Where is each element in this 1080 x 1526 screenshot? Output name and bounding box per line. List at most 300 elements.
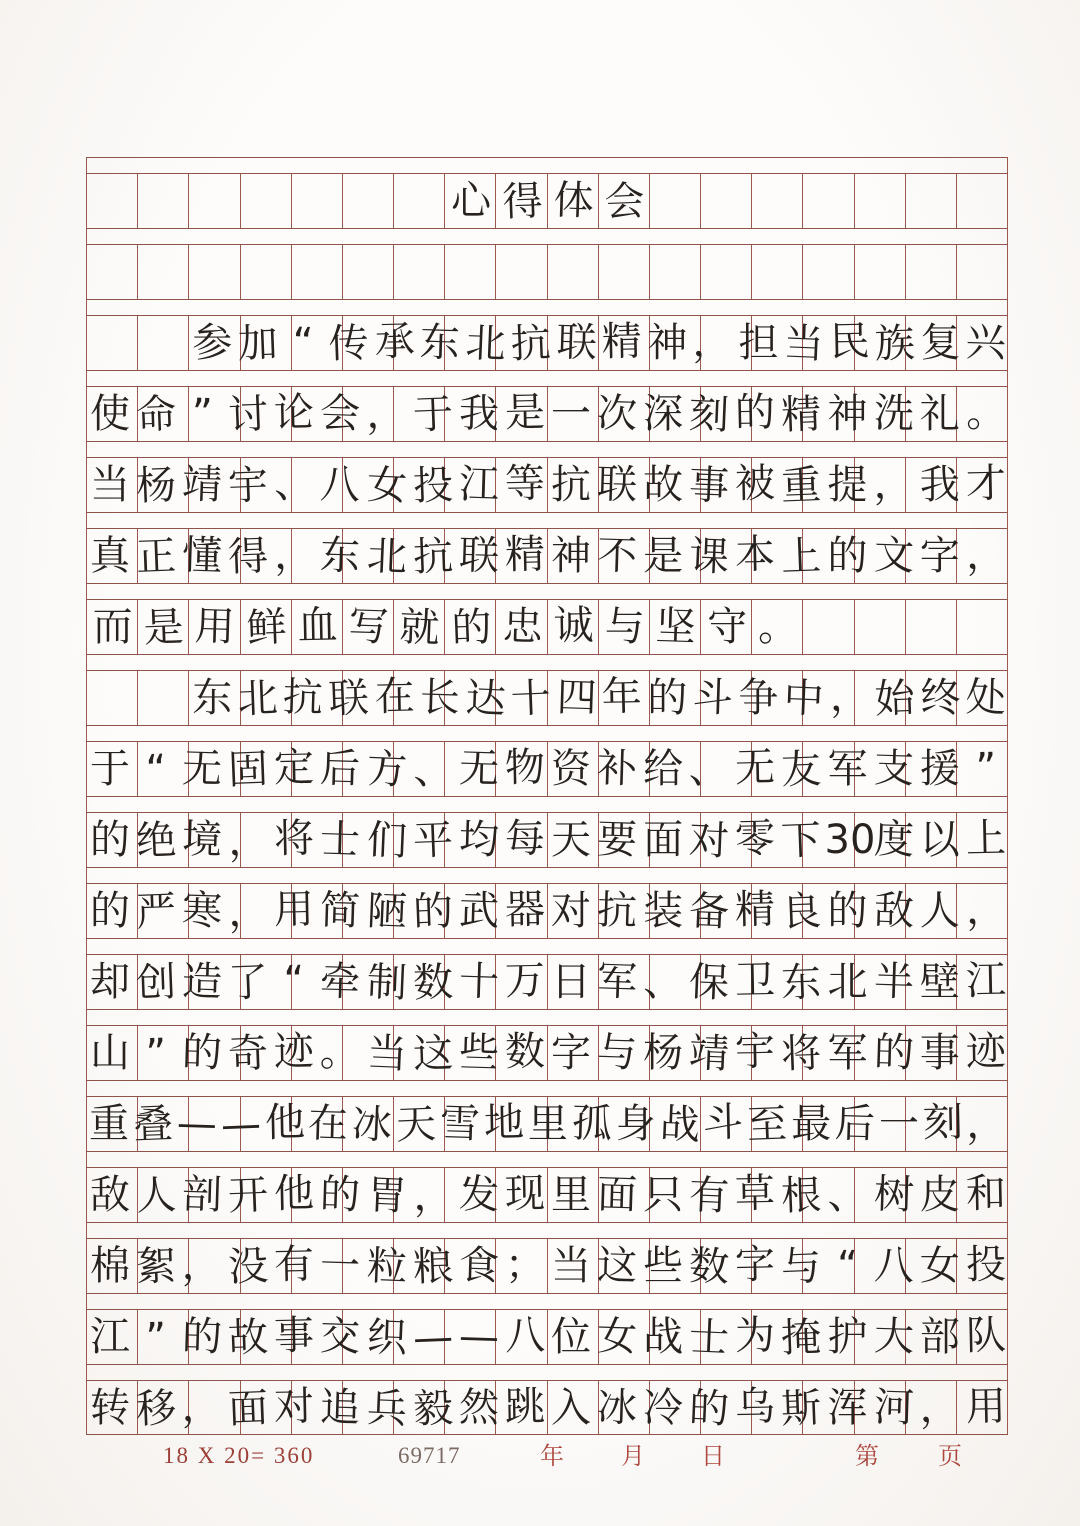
grid-cell — [650, 600, 701, 654]
grid-cell — [87, 955, 138, 1009]
grid-row — [86, 671, 1008, 725]
grid-cell — [445, 813, 496, 867]
grid-cell — [855, 1310, 906, 1364]
grid-cell — [752, 813, 803, 867]
grid-cell — [701, 955, 752, 1009]
handwritten-char: 联 — [555, 319, 598, 367]
handwritten-char: ， — [965, 1101, 1008, 1149]
grid-cell — [906, 671, 957, 725]
handwritten-char: 斗 — [692, 674, 734, 722]
row-gap-band — [86, 228, 1008, 245]
grid-cell — [445, 529, 496, 583]
grid-cell — [138, 742, 189, 796]
grid-row — [86, 813, 1008, 867]
grid-cell — [803, 813, 854, 867]
grid-row — [86, 742, 1008, 796]
grid-cell — [394, 671, 445, 725]
handwritten-char: 斗 — [702, 1099, 744, 1147]
manuscript-row — [86, 370, 1008, 441]
handwritten-char: 复 — [920, 320, 961, 366]
grid-cell — [189, 1026, 240, 1080]
handwritten-char: 女 — [365, 462, 408, 510]
handwritten-char: 事 — [273, 1312, 315, 1360]
handwritten-char: 冰 — [351, 1101, 394, 1149]
handwritten-char: ， — [965, 531, 1007, 579]
grid-cell — [803, 529, 854, 583]
grid-cell — [752, 387, 803, 441]
grid-cell — [803, 1310, 854, 1364]
handwritten-char: 军 — [596, 958, 638, 1006]
handwritten-char: 于 — [411, 391, 454, 439]
grid-cell — [445, 884, 496, 938]
grid-cell — [445, 458, 496, 512]
handwritten-char: 上 — [965, 815, 1007, 863]
handwritten-char: 将 — [273, 815, 315, 863]
grid-cell — [445, 1381, 496, 1434]
grid-cell — [496, 1381, 547, 1434]
grid-cell — [292, 1097, 343, 1151]
handwritten-char: 器 — [504, 886, 546, 934]
handwritten-char: 次 — [596, 390, 638, 438]
grid-cell — [855, 1097, 906, 1151]
handwritten-char: 得 — [227, 533, 270, 581]
handwritten-char: 在 — [307, 1100, 350, 1148]
handwritten-char: 后 — [319, 745, 362, 793]
handwritten-char: 提 — [827, 462, 868, 508]
grid-cell — [701, 1310, 752, 1364]
grid-cell — [855, 742, 906, 796]
handwritten-char: 30 — [824, 817, 876, 863]
grid-row — [86, 174, 1008, 228]
handwritten-char: 的 — [827, 533, 868, 579]
grid-cell — [394, 1381, 445, 1434]
handwritten-char: 精 — [734, 886, 776, 934]
handwritten-char: 兴 — [965, 319, 1007, 367]
grid-cell — [855, 813, 906, 867]
handwritten-char: 絮 — [135, 1243, 178, 1291]
handwritten-char: 粮 — [411, 1243, 454, 1291]
grid-cell — [189, 884, 240, 938]
handwritten-char: 士 — [688, 1314, 731, 1362]
handwritten-char: 与 — [604, 604, 645, 650]
grid-cell — [803, 1026, 854, 1080]
handwritten-char: 当 — [90, 462, 131, 508]
handwritten-char: 数 — [411, 959, 454, 1007]
handwritten-char: 重 — [780, 462, 823, 510]
handwritten-char: 联 — [327, 675, 370, 723]
handwritten-char: 北 — [827, 959, 868, 1005]
handwritten-char: 东 — [780, 959, 823, 1007]
handwritten-char: 河 — [872, 1383, 915, 1432]
grid-cell — [548, 1026, 599, 1080]
handwritten-char: 有 — [688, 1172, 731, 1220]
handwritten-char: 用 — [273, 886, 315, 934]
handwritten-char: 坚 — [655, 603, 697, 651]
handwritten-char: 无 — [181, 745, 223, 793]
grid-cell — [701, 600, 752, 654]
grid-cell — [752, 1310, 803, 1364]
grid-cell — [241, 316, 292, 370]
handwritten-char: 北 — [236, 675, 279, 723]
grid-cell — [189, 671, 240, 725]
grid-cell — [548, 387, 599, 441]
handwritten-char: 对 — [688, 817, 731, 865]
grid-cell — [803, 1239, 854, 1293]
handwritten-char: 雪 — [439, 1100, 481, 1148]
grid-cell — [292, 955, 343, 1009]
grid-cell — [906, 174, 957, 228]
handwritten-char: 最 — [791, 1101, 832, 1147]
handwritten-char: 达 — [464, 675, 507, 723]
grid-cell — [394, 316, 445, 370]
handwritten-char: ” — [144, 1314, 168, 1362]
grid-cell — [241, 671, 292, 725]
manuscript-row — [86, 228, 1008, 299]
grid-cell — [548, 1168, 599, 1222]
grid-cell — [855, 1239, 906, 1293]
grid-cell — [496, 387, 547, 441]
handwritten-char: 守 — [707, 604, 748, 650]
grid-cell — [599, 1097, 650, 1151]
year-label: 年 — [540, 1442, 564, 1470]
handwritten-char: 然 — [458, 1383, 500, 1432]
handwritten-char: 北 — [365, 533, 408, 581]
grid-cell — [548, 671, 599, 725]
handwritten-char: ， — [181, 1383, 223, 1432]
grid-cell — [548, 600, 599, 654]
row-gap-band — [86, 1009, 1008, 1026]
handwritten-char: 事 — [688, 462, 731, 510]
handwritten-char: 交 — [319, 1313, 362, 1361]
handwritten-char: 跳 — [504, 1383, 546, 1430]
handwritten-char: 讨 — [227, 391, 270, 439]
grid-cell — [650, 1097, 701, 1151]
grid-cell — [241, 174, 292, 228]
grid-cell — [496, 1026, 547, 1080]
grid-cell — [241, 245, 292, 299]
handwritten-char: 移 — [135, 1384, 178, 1433]
grid-cell — [445, 316, 496, 370]
grid-cell — [87, 245, 138, 299]
handwritten-char: 织 — [365, 1314, 408, 1362]
grid-cell — [138, 458, 189, 512]
handwritten-char: 面 — [643, 817, 684, 863]
grid-cell — [957, 458, 1008, 512]
handwritten-char: 均 — [458, 816, 500, 864]
grid-cell — [855, 600, 906, 654]
grid-cell — [906, 955, 957, 1009]
handwritten-char: 与 — [780, 1243, 823, 1291]
grid-cell — [650, 884, 701, 938]
grid-cell — [650, 1310, 701, 1364]
grid-cell — [445, 742, 496, 796]
handwritten-char: 写 — [347, 603, 390, 651]
grid-cell — [855, 671, 906, 725]
handwritten-char: 争 — [738, 675, 779, 721]
grid-cell — [752, 174, 803, 228]
handwritten-char: 敌 — [872, 887, 915, 935]
grid-cell — [701, 316, 752, 370]
grid-cell — [394, 1097, 445, 1151]
handwritten-char: 的 — [872, 1029, 915, 1077]
handwritten-char: 懂 — [181, 532, 223, 580]
grid-cell — [752, 245, 803, 299]
row-gap-band — [86, 938, 1008, 955]
paper-footer — [0, 1441, 1080, 1481]
handwritten-char: 他 — [264, 1099, 305, 1147]
grid-cell — [803, 884, 854, 938]
grid-cell — [394, 742, 445, 796]
handwritten-char: 不 — [596, 532, 638, 580]
handwritten-char: 论 — [273, 389, 315, 437]
row-gap-band — [86, 1080, 1008, 1097]
handwritten-char: 绝 — [135, 817, 178, 865]
grid-cell — [292, 458, 343, 512]
grid-cell — [650, 1381, 701, 1434]
handwritten-char: ， — [965, 886, 1007, 934]
grid-cell — [906, 813, 957, 867]
handwritten-char: 字 — [919, 533, 960, 579]
grid-cell — [957, 174, 1008, 228]
grid-cell — [752, 955, 803, 1009]
handwritten-char: 物 — [504, 744, 546, 792]
handwritten-char: 的 — [734, 389, 776, 437]
handwritten-char: 女 — [596, 1313, 638, 1361]
grid-cell — [394, 1168, 445, 1222]
grid-cell — [87, 1097, 138, 1151]
row-gap-band — [86, 1151, 1008, 1168]
grid-cell — [343, 174, 394, 228]
handwritten-char: 东 — [419, 319, 461, 367]
handwritten-char: ， — [411, 1172, 454, 1220]
grid-cell — [241, 387, 292, 441]
grid-cell — [906, 1381, 957, 1434]
handwritten-char: 里 — [527, 1101, 568, 1147]
handwritten-char: 精 — [601, 318, 643, 366]
handwritten-char: 族 — [874, 320, 916, 368]
handwritten-char: 长 — [419, 674, 461, 722]
handwritten-char: 的 — [90, 817, 131, 863]
grid-cell — [650, 458, 701, 512]
grid-cell — [803, 458, 854, 512]
handwritten-char: 刻 — [688, 391, 731, 439]
handwritten-char: 创 — [135, 959, 178, 1007]
grid-cell — [394, 600, 445, 654]
manuscript-row — [86, 157, 1008, 228]
handwritten-char: 无 — [734, 744, 776, 792]
month-label: 月 — [621, 1442, 645, 1470]
grid-cell — [599, 813, 650, 867]
grid-cell — [957, 1381, 1008, 1434]
handwritten-char: 只 — [643, 1172, 684, 1218]
handwritten-char: 的 — [319, 1171, 362, 1219]
grid-cell — [343, 600, 394, 654]
grid-cell — [394, 529, 445, 583]
grid-row — [86, 245, 1008, 299]
handwritten-char: 抗 — [282, 674, 324, 722]
handwritten-char: 十 — [458, 958, 500, 1006]
grid-cell — [855, 884, 906, 938]
handwritten-char: 会 — [319, 390, 362, 438]
handwritten-char: 神 — [550, 533, 591, 579]
grid-cell — [292, 600, 343, 654]
grid-row — [86, 1168, 1008, 1222]
handwritten-char: 参 — [192, 320, 233, 366]
handwritten-char: 固 — [227, 746, 270, 794]
grid-cell — [701, 174, 752, 228]
handwritten-char: 才 — [965, 460, 1007, 508]
grid-cell — [599, 884, 650, 938]
handwritten-char: 武 — [458, 887, 500, 935]
grid-cell — [548, 458, 599, 512]
grid-row — [86, 1310, 1008, 1364]
handwritten-char: 故 — [227, 1314, 270, 1362]
grid-cell — [855, 529, 906, 583]
handwritten-char: “ — [837, 1243, 858, 1289]
grid-cell — [599, 245, 650, 299]
grid-row — [86, 1381, 1008, 1435]
grid-cell — [957, 529, 1008, 583]
grid-cell — [292, 884, 343, 938]
handwritten-char: 当 — [550, 1243, 591, 1289]
handwritten-char: 杨 — [643, 1030, 684, 1076]
grid-cell — [87, 174, 138, 228]
handwritten-char: 是 — [643, 533, 684, 579]
handwritten-char: 军 — [827, 1030, 868, 1076]
handwritten-char: 树 — [872, 1171, 915, 1219]
grid-cell — [496, 458, 547, 512]
handwritten-char: 良 — [780, 888, 823, 936]
grid-cell — [957, 813, 1008, 867]
grid-cell — [87, 387, 138, 441]
grid-cell — [189, 529, 240, 583]
handwritten-char: 迹 — [273, 1028, 315, 1076]
grid-cell — [241, 1026, 292, 1080]
handwritten-char: 战 — [643, 1314, 684, 1360]
grid-cell — [189, 174, 240, 228]
handwritten-char: ， — [872, 461, 915, 509]
handwritten-char: 身 — [615, 1101, 656, 1147]
handwritten-char: 粒 — [365, 1243, 408, 1291]
handwritten-char: 平 — [411, 817, 454, 865]
grid-cell — [906, 387, 957, 441]
handwritten-char: 对 — [273, 1383, 315, 1430]
grid-cell — [241, 955, 292, 1009]
grid-cell — [548, 529, 599, 583]
grid-cell — [496, 600, 547, 654]
handwritten-char: 始 — [874, 675, 916, 723]
grid-cell — [803, 1381, 854, 1434]
grid-cell — [906, 316, 957, 370]
manuscript-row — [86, 1009, 1008, 1080]
manuscript-row — [86, 299, 1008, 370]
grid-cell — [138, 245, 189, 299]
handwritten-char: 抗 — [596, 887, 638, 935]
handwritten-char: 斯 — [780, 1384, 823, 1433]
grid-cell — [87, 1381, 138, 1434]
handwritten-char: 抗 — [411, 533, 454, 581]
handwritten-char: 叠 — [131, 1101, 174, 1149]
handwritten-char: 东 — [319, 532, 362, 580]
grid-cell — [548, 955, 599, 1009]
grid-cell — [599, 387, 650, 441]
grid-cell — [189, 458, 240, 512]
grid-cell — [855, 955, 906, 1009]
handwritten-char: 支 — [872, 745, 915, 793]
grid-cell — [241, 529, 292, 583]
handwritten-char: ” — [191, 390, 214, 438]
handwritten-char: 孤 — [571, 1100, 613, 1148]
handwritten-char: 地 — [483, 1099, 525, 1147]
grid-cell — [241, 458, 292, 512]
handwritten-char: 民 — [828, 318, 870, 366]
grid-cell — [394, 884, 445, 938]
handwritten-char: 每 — [504, 815, 546, 863]
grid-cell — [906, 1026, 957, 1080]
row-gap-band — [86, 1222, 1008, 1239]
handwritten-char: 要 — [596, 816, 638, 864]
handwritten-char: 、 — [273, 460, 315, 508]
handwritten-char: 人 — [135, 1172, 178, 1220]
grid-cell — [138, 955, 189, 1009]
handwritten-char: 面 — [227, 1384, 270, 1433]
grid-cell — [650, 174, 701, 228]
handwritten-char: 四 — [555, 674, 598, 722]
grid-cell — [957, 1239, 1008, 1293]
handwritten-char: 浑 — [827, 1384, 868, 1431]
grid-cell — [241, 1097, 292, 1151]
handwritten-char: 精 — [504, 531, 546, 579]
handwritten-char: 靖 — [688, 1030, 731, 1078]
grid-cell — [343, 1239, 394, 1293]
handwritten-char: 草 — [734, 1170, 776, 1218]
grid-cell — [87, 813, 138, 867]
grid-cell — [189, 600, 240, 654]
row-gap-band — [86, 867, 1008, 884]
handwritten-char: 当 — [782, 320, 825, 368]
handwritten-char: 牵 — [319, 958, 362, 1006]
handwritten-char: 些 — [643, 1243, 684, 1289]
grid-cell — [752, 458, 803, 512]
grid-cell — [292, 671, 343, 725]
grid-cell — [599, 1026, 650, 1080]
grid-cell — [343, 1097, 394, 1151]
handwritten-char: 大 — [872, 1313, 915, 1361]
handwritten-char: 资 — [550, 746, 591, 792]
handwritten-char: 下 — [780, 817, 823, 865]
grid-cell — [445, 1310, 496, 1364]
manuscript-row — [86, 512, 1008, 583]
grid-cell — [701, 884, 752, 938]
grid-cell — [855, 174, 906, 228]
grid-cell — [701, 742, 752, 796]
grid-row — [86, 600, 1008, 654]
grid-cell — [752, 671, 803, 725]
grid-cell — [496, 1239, 547, 1293]
handwritten-char: 忠 — [501, 603, 544, 651]
grid-cell — [599, 458, 650, 512]
handwritten-char: 食 — [458, 1242, 500, 1290]
handwritten-char: 陋 — [365, 888, 408, 936]
handwritten-char: 冷 — [643, 1384, 684, 1431]
grid-cell — [650, 955, 701, 1009]
handwritten-char: 乌 — [734, 1383, 776, 1430]
handwritten-char: 友 — [780, 746, 823, 794]
handwritten-char: 数 — [504, 1028, 546, 1076]
handwritten-char: 鲜 — [245, 604, 288, 652]
row-gap-band — [86, 512, 1008, 529]
handwritten-char: 是 — [142, 604, 185, 652]
